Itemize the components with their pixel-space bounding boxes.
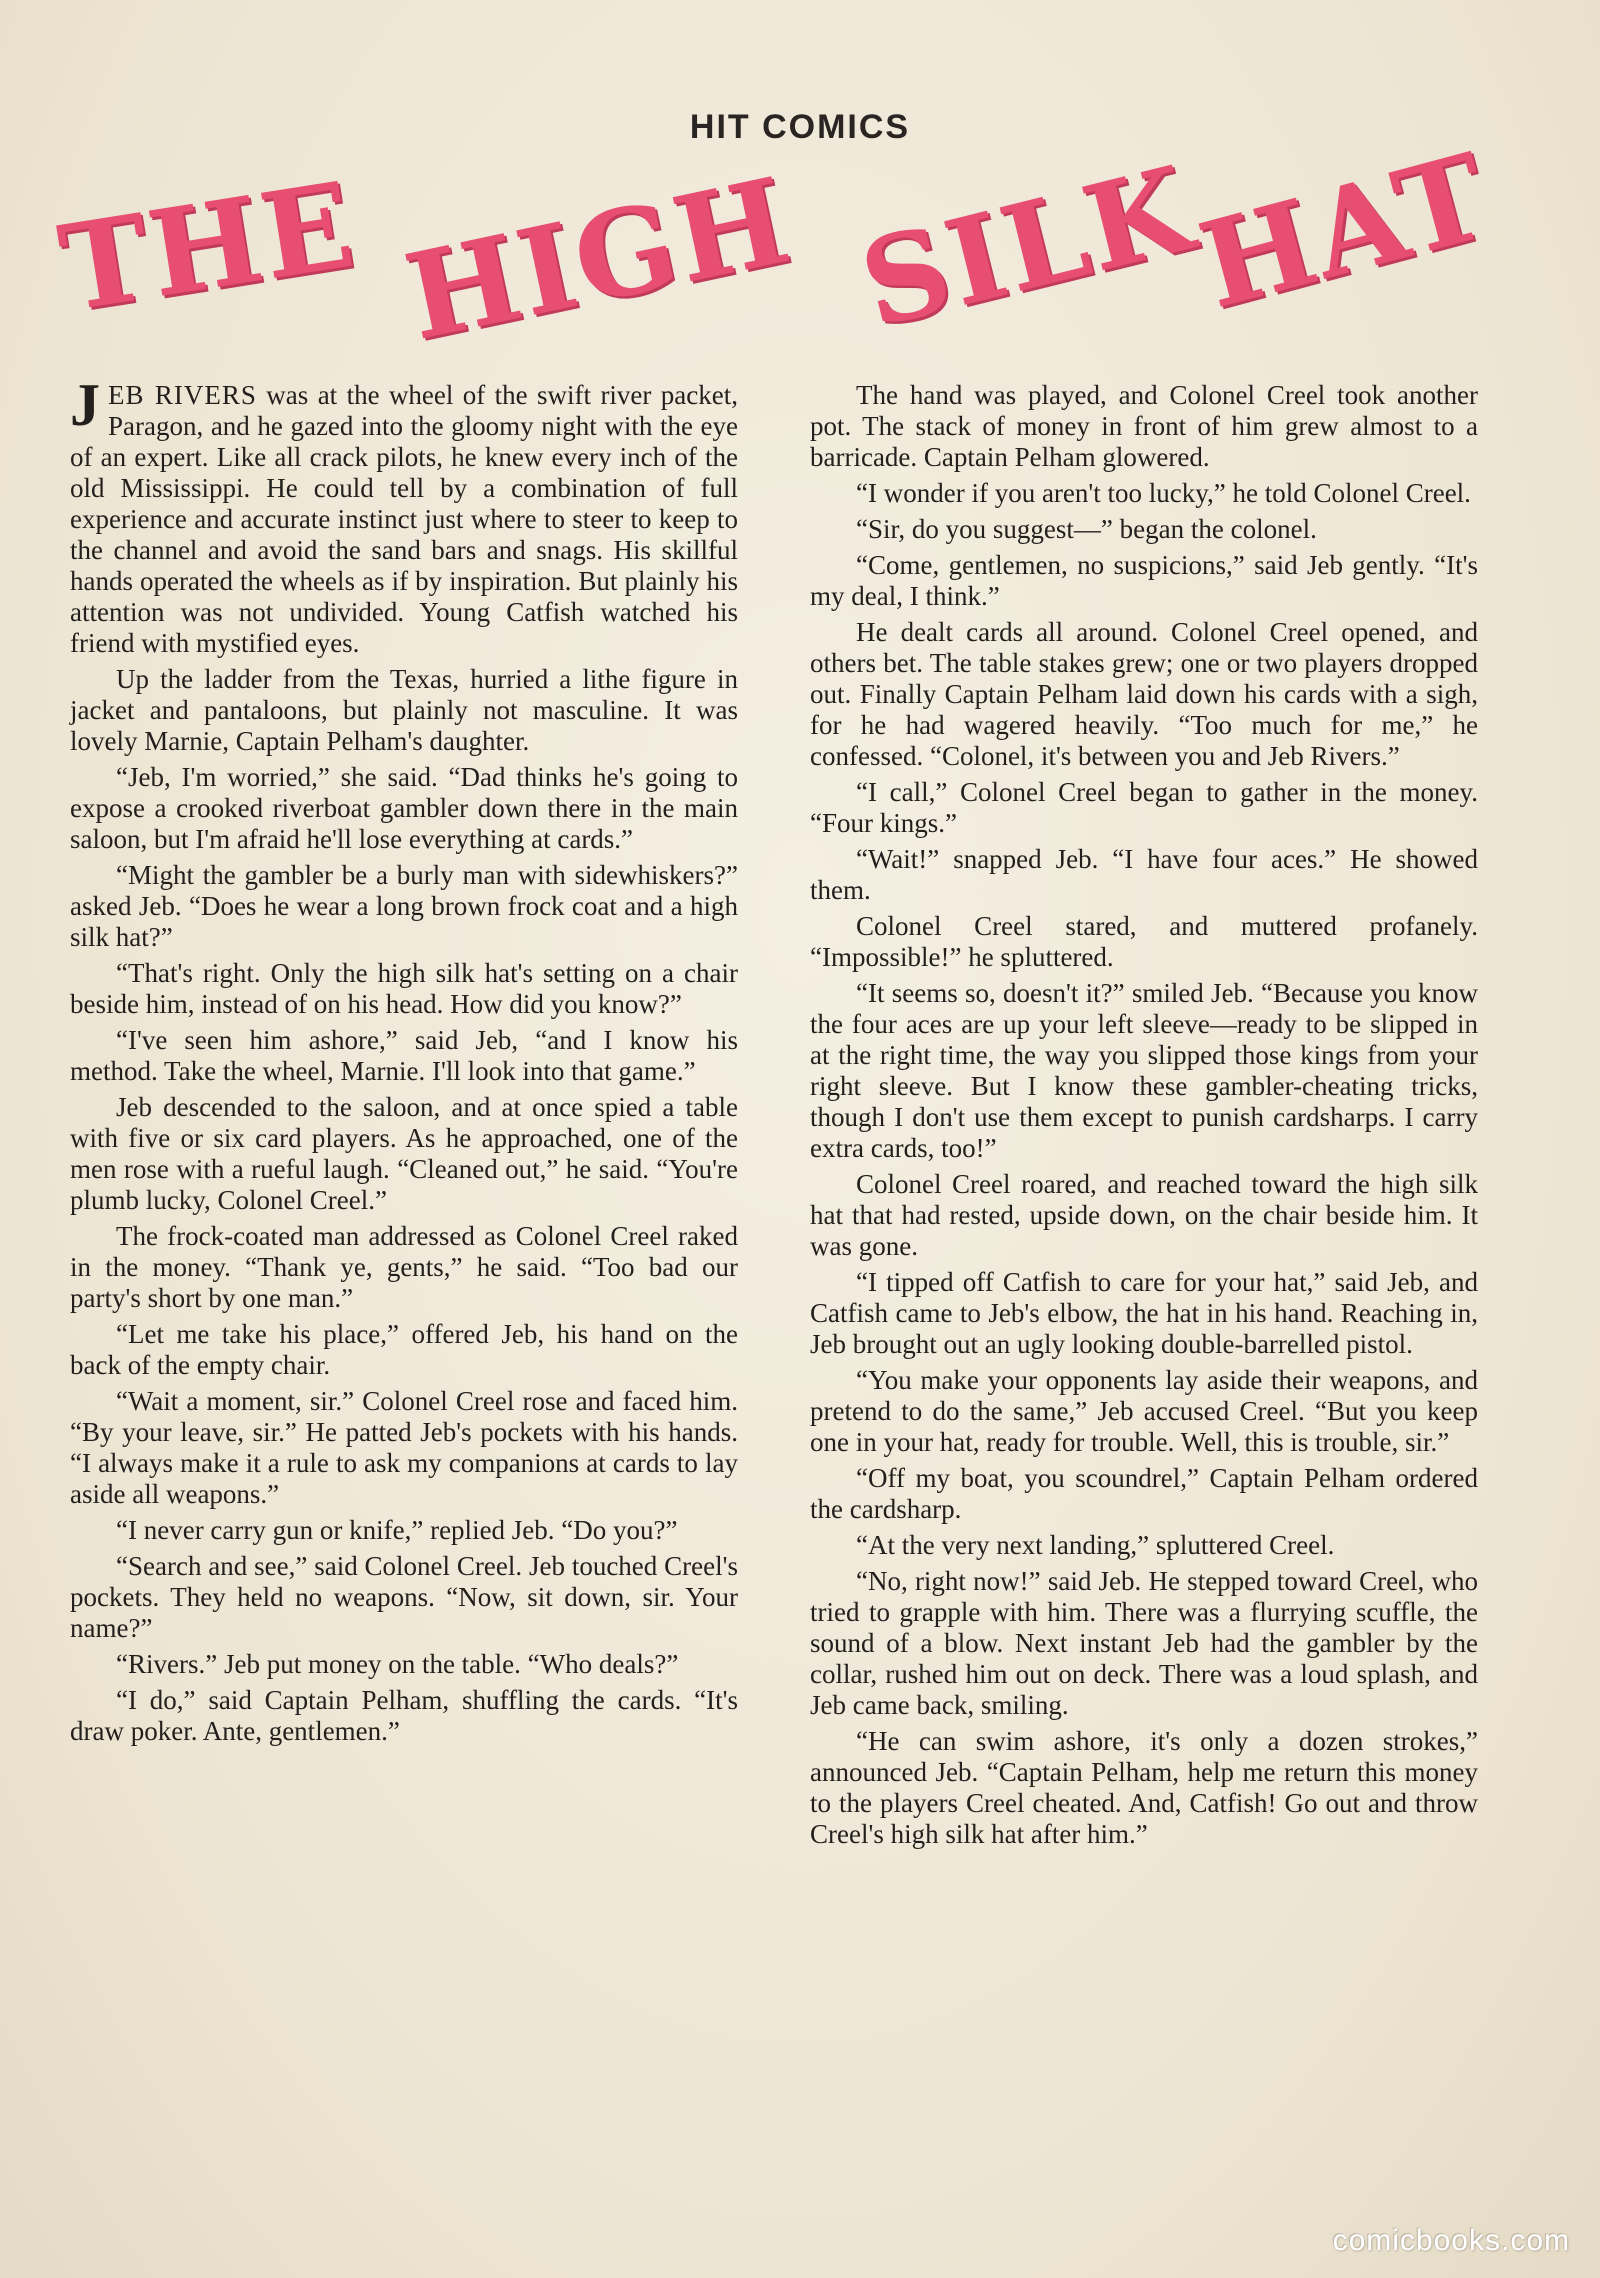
paragraph: “You make your opponents lay aside their weapons, and pretend to do the same,” Jeb accused Creel. “But you keep one in your hat, ready for trouble. Well, this is trouble, sir.” (810, 1365, 1478, 1457)
paragraph: Jeb descended to the saloon, and at once spied a table with five or six card players. As he approached, one of the men rose with a rueful laugh. “Cleaned out,” he said. “You're plumb lucky, Colonel Creel.” (70, 1092, 738, 1215)
paragraph: “No, right now!” said Jeb. He stepped toward Creel, who tried to grapple with him. There was a flurrying scuffle, the sound of a blow. Next instant Jeb had the gambler by the collar, rushed him out on deck. There was a loud splash, and Jeb came back, smiling. (810, 1566, 1478, 1720)
paragraph: “I wonder if you aren't too lucky,” he told Colonel Creel. (856, 478, 1471, 508)
paragraph: The frock-coated man addressed as Colonel Creel raked in the money. “Thank ye, gents,” he said. “Too bad our party's short by one man.” (70, 1221, 738, 1313)
paragraph: Up the ladder from the Texas, hurried a lithe figure in jacket and pantaloons, but plainly not masculine. It was lovely Marnie, Captain Pelham's daughter. (70, 664, 738, 756)
paragraph: “Rivers.” Jeb put money on the table. “Who deals?” (116, 1649, 679, 1679)
paragraph: The hand was played, and Colonel Creel took another pot. The stack of money in front of him grew almost to a barricade. Captain Pelham glowered. (810, 380, 1478, 472)
paragraph: “Off my boat, you scoundrel,” Captain Pelham ordered the cardsharp. (810, 1463, 1478, 1524)
paragraph: Colonel Creel roared, and reached toward the high silk hat that had rested, upside down, on the chair beside him. It was gone. (810, 1169, 1478, 1261)
paragraph: “Come, gentlemen, no suspicions,” said Jeb gently. “It's my deal, I think.” (810, 550, 1478, 611)
paragraph: “At the very next landing,” spluttered Creel. (856, 1530, 1335, 1560)
paragraph: “Sir, do you suggest—” began the colonel. (856, 514, 1317, 544)
paragraph: “That's right. Only the high silk hat's setting on a chair beside him, instead of on his head. How did you know?” (70, 958, 738, 1019)
paragraph: “I've seen him ashore,” said Jeb, “and I know his method. Take the wheel, Marnie. I'll look into that game.” (70, 1025, 738, 1086)
paragraph: “I never carry gun or knife,” replied Jeb. “Do you?” (116, 1515, 678, 1545)
paragraph: Colonel Creel stared, and muttered profanely. “Impossible!” he spluttered. (810, 911, 1478, 972)
paragraph: “He can swim ashore, it's only a dozen strokes,” announced Jeb. “Captain Pelham, help me return this money to the players Creel cheated. And, Catfish! Go out and throw Creel's high silk hat after him.” (810, 1726, 1478, 1849)
paragraph: “Jeb, I'm worried,” she said. “Dad thinks he's going to expose a crooked riverboat gambler down there in the main saloon, but I'm afraid he'll lose everything at cards.” (70, 762, 738, 854)
source-watermark: comicbooks.com (1332, 2224, 1570, 2257)
paragraph: “Wait!” snapped Jeb. “I have four aces.” He showed them. (810, 844, 1478, 905)
lead-text: was at the wheel of the swift river packet, Paragon, and he gazed into the gloomy night with the eye of an expert. Like all crack pilots, he knew every inch of the old Mississippi. He could tell by a combination of full experience and accurate instinct just where to steer to keep to the channel and avoid the sand bars and snags. His skillful hands operated the wheels as if by inspiration. But plainly his attention was not undivided. Young Catfish watched his friend with mystified eyes. (70, 380, 738, 658)
lead-caps: EB RIVERS (108, 380, 257, 410)
title-word-silk: SILK (848, 138, 1206, 355)
paragraph: “I do,” said Captain Pelham, shuffling the cards. “It's draw poker. Ante, gentlemen.” (70, 1685, 738, 1746)
paragraph: “Let me take his place,” offered Jeb, his hand on the back of the empty chair. (70, 1319, 738, 1380)
title-word-hat: HAT (1186, 125, 1504, 336)
paragraph: He dealt cards all around. Colonel Creel opened, and others bet. The table stakes grew; one or two players dropped out. Finally Captain Pelham laid down his cards with a sigh, for he had wagered heavily. “Too much for me,” he confessed. “Colonel, it's between you and Jeb Rivers.” (810, 617, 1478, 771)
paragraph: “It seems so, doesn't it?” smiled Jeb. “Because you know the four aces are up your left sleeve—ready to be slipped in at the right time, the way you slipped those kings from your right sleeve. But I know these gambler-cheating tricks, though I don't use them except to punish cardsharps. I carry extra cards, too!” (810, 978, 1478, 1163)
paragraph: “I tipped off Catfish to care for your hat,” said Jeb, and Catfish came to Jeb's elbow, the hat in his hand. Reaching in, Jeb brought out an ugly looking double-barrelled pistol. (810, 1267, 1478, 1359)
paragraph: “Search and see,” said Colonel Creel. Jeb touched Creel's pockets. They held no weapons. “Now, sit down, sir. Your name?” (70, 1551, 738, 1643)
paragraph: “I call,” Colonel Creel began to gather in the money. “Four kings.” (810, 777, 1478, 838)
drop-cap: J (70, 372, 100, 438)
page-header: HIT COMICS (689, 108, 911, 146)
title-word-the: THE (50, 154, 365, 339)
title-word-high: HIGH (394, 150, 803, 367)
story-column-right (810, 380, 1478, 1855)
lead-paragraph (70, 372, 738, 659)
story-column-left (70, 372, 738, 1752)
paragraph: “Might the gambler be a burly man with sidewhiskers?” asked Jeb. “Does he wear a long brown frock coat and a high silk hat?” (70, 860, 738, 952)
paragraph: “Wait a moment, sir.” Colonel Creel rose and faced him. “By your leave, sir.” He patted Jeb's pockets with his hands. “I always make it a rule to ask my companions at cards to lay aside all weapons.” (70, 1386, 738, 1509)
